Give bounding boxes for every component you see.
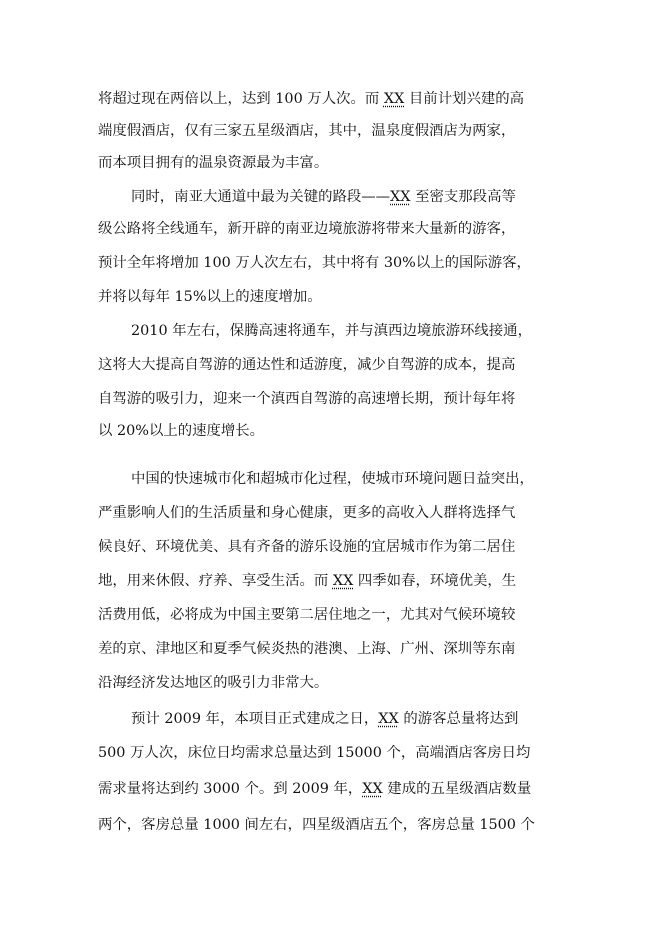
text-line [98,253,531,273]
text-segment: 至密支那段高等 [410,189,516,205]
text-segment: 并将以每年 15%以上的速度增加。 [98,289,322,305]
text-segment: 候良好、环境优美、具有齐备的游乐设施的宜居城市作为第二居住 [98,539,516,555]
text-line [98,639,515,659]
text-line [98,779,531,799]
text-segment: 以 20%以上的速度增长。 [98,423,265,439]
text-segment: 500 万人次，床位日均需求总量达到 15000 个，高端酒店客房日均 [98,745,531,761]
text-line [98,219,515,239]
text-segment: 端度假酒店，仅有三家五星级酒店，其中，温泉度假酒店为两家， [98,123,516,139]
text-line [131,469,534,489]
text-segment: 而本项目拥有的温泉资源最为丰富。 [98,155,329,171]
text-segment: 级公路将全线通车，新开辟的南亚边境旅游将带来大量新的游客， [98,221,516,237]
text-segment: 两个，客房总量 1000 间左右，四星级酒店五个，客房总量 1500 个 [98,817,535,833]
text-segment: 同时，南亚大通道中最为关键的路段—— [131,189,391,205]
text-segment: 的游客总量将达到 [398,711,519,727]
placeholder-name: XX [378,711,399,727]
text-line [131,709,518,729]
text-line [98,815,535,835]
text-segment: 建成的五星级酒店数量 [382,781,532,797]
text-segment: 活费用低，必将成为中国主要第二居住地之一，尤其对气候环境较 [98,607,516,623]
text-line [98,571,516,591]
text-segment: 预计全年将增加 100 万人次左右，其中将有 30%以上的国际游客， [98,255,531,271]
text-segment: 目前计划兴建的高 [404,91,525,107]
text-segment: 中国的快速城市化和超城市化过程，使城市环境问题日益突出， [131,471,534,487]
placeholder-name: XX [390,189,411,205]
text-line [131,321,532,341]
text-line [98,389,515,409]
text-segment: 四季如春，环境优美，生 [353,573,517,589]
text-segment: 将超过现在两倍以上，达到 100 万人次。而 [98,91,384,107]
text-line [98,121,515,141]
text-line [98,503,515,523]
placeholder-name: XX [362,781,383,797]
text-line [98,153,328,173]
text-line [98,421,264,441]
text-line [98,89,524,109]
text-line [98,605,515,625]
placeholder-name: XX [383,91,405,107]
text-segment: 差的京、津地区和夏季气候炎热的港澳、上海、广州、深圳等东南 [98,641,516,657]
text-line [98,673,328,693]
text-segment: 这将大大提高自驾游的通达性和适游度，减少自驾游的成本，提高 [98,357,516,373]
text-line [131,187,516,207]
text-segment: 自驾游的吸引力，迎来一个滇西自驾游的高速增长期，预计每年将 [98,391,516,407]
text-line [98,537,515,557]
text-segment: 严重影响人们的生活质量和身心健康，更多的高收入人群将选择气 [98,505,516,521]
text-line [98,355,515,375]
text-segment: 沿海经济发达地区的吸引力非常大。 [98,675,329,691]
text-line [98,287,322,307]
placeholder-name: XX [332,573,354,589]
text-segment: 需求量将达到约 3000 个。到 2009 年， [98,781,363,797]
text-segment: 地，用来休假、疗养、享受生活。而 [98,573,333,589]
text-segment: 预计 2009 年，本项目正式建成之日， [131,711,379,727]
text-segment: 2010 年左右，保腾高速将通车，并与滇西边境旅游环线接通， [131,323,532,339]
text-line [98,743,530,763]
